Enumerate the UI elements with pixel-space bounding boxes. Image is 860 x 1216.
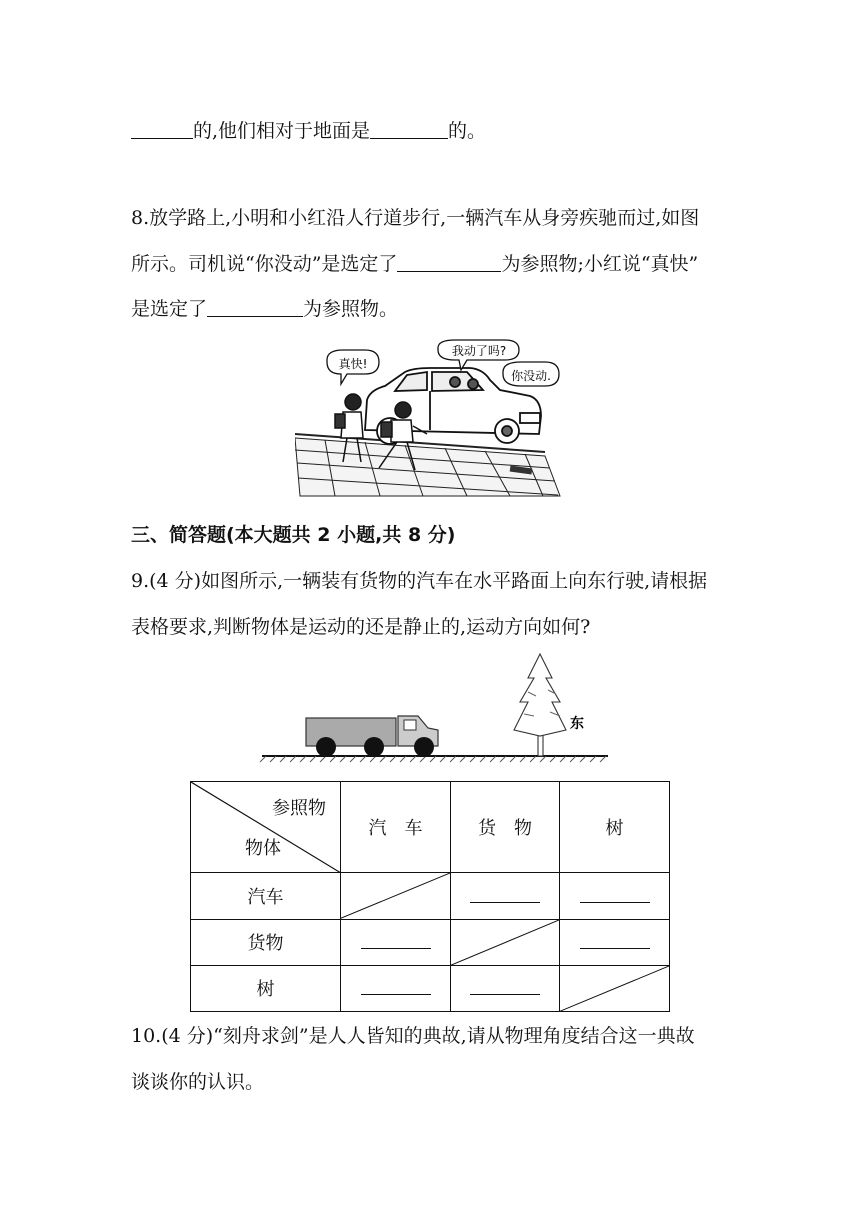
ground	[260, 756, 608, 762]
column-header: 货 物	[451, 782, 560, 873]
answer-blank[interactable]	[470, 976, 540, 995]
answer-blank[interactable]	[397, 251, 501, 272]
row-header: 汽车	[191, 873, 341, 919]
truck-window	[404, 720, 416, 730]
tree	[514, 654, 566, 756]
east-label: 东	[570, 716, 584, 732]
answer-cell[interactable]	[341, 965, 451, 1011]
diagonal-cell	[560, 965, 670, 1011]
answer-blank[interactable]	[580, 884, 650, 903]
section-3-title: 三、简答题(本大题共 2 小题,共 8 分)	[131, 524, 456, 546]
header-reference-label: 参照物	[272, 798, 326, 819]
svg-text:我动了吗?: 我动了吗?	[451, 344, 507, 358]
answer-cell[interactable]	[341, 919, 451, 965]
svg-text:真快!: 真快!	[338, 357, 368, 371]
bubble-driver	[503, 362, 559, 386]
answer-cell[interactable]	[560, 919, 670, 965]
answer-cell[interactable]	[451, 965, 560, 1011]
table-row	[191, 965, 670, 1011]
q10-line-1: 10.(4 分)“刻舟求剑”是人人皆知的典故,请从物理角度结合这一典故	[131, 1025, 695, 1047]
q9-illustration	[258, 652, 614, 768]
header-object-label: 物体	[245, 838, 281, 860]
answer-blank[interactable]	[207, 296, 303, 317]
truck-wheel	[414, 737, 434, 757]
table-row	[191, 919, 670, 965]
answer-blank[interactable]	[361, 930, 431, 949]
truck	[306, 716, 438, 757]
diagonal-cell	[341, 873, 451, 919]
answer-blank[interactable]	[361, 976, 431, 995]
answer-cell[interactable]	[451, 873, 560, 919]
q8-line-1: 8.放学路上,小明和小红沿人行道步行,一辆汽车从身旁疾驰而过,如图	[131, 207, 700, 229]
q9-line-2: 表格要求,判断物体是运动的还是静止的,运动方向如何?	[131, 616, 591, 638]
table-row	[191, 873, 670, 919]
row-header: 货物	[191, 919, 341, 965]
q7-tail-line: 的,他们相对于地面是 的。	[131, 117, 486, 145]
svg-text:你没动.: 你没动.	[511, 369, 551, 383]
reference-frame-table	[190, 781, 670, 1012]
q10-line-2: 谈谈你的认识。	[131, 1071, 265, 1093]
answer-blank[interactable]	[370, 118, 448, 139]
q8-line-3: 是选定了 为参照物。	[131, 298, 399, 320]
row-header: 树	[191, 965, 341, 1011]
q8-illustration	[295, 338, 565, 498]
table-header-row	[191, 782, 670, 873]
q9-line-1: 9.(4 分)如图所示,一辆装有货物的汽车在水平路面上向东行驶,请根据	[131, 570, 708, 592]
header-corner-cell	[191, 782, 341, 873]
column-header: 树	[560, 782, 670, 873]
answer-blank[interactable]	[580, 930, 650, 949]
column-header: 汽 车	[341, 782, 451, 873]
sidewalk-tiles	[295, 434, 560, 496]
truck-wheel	[316, 737, 336, 757]
bubble-girl	[327, 350, 379, 384]
truck-wheel	[364, 737, 384, 757]
answer-cell[interactable]	[560, 873, 670, 919]
answer-blank[interactable]	[470, 884, 540, 903]
diagonal-cell	[451, 919, 560, 965]
answer-blank[interactable]	[131, 118, 193, 139]
q8-line-2: 所示。司机说“你没动”是选定了 为参照物;小红说“真快”	[131, 253, 699, 275]
